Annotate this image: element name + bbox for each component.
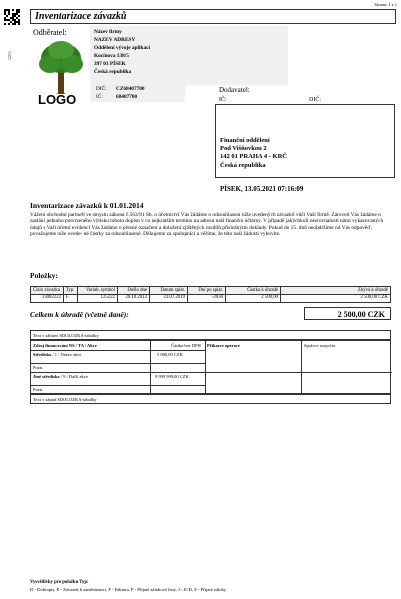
- odberatel-ids: [90, 85, 185, 102]
- section-heading: Inventarizace závazků k 01.01.2014: [30, 201, 144, 210]
- dodavatel-ic-label: IČ:: [219, 97, 227, 103]
- approval-col-source: Zdroj financování NS / TA / Akce: [33, 342, 97, 348]
- table-cell: 2 500,00: [226, 294, 281, 302]
- approval-col-issuer: Příkazce operace: [207, 342, 240, 348]
- address-line: Česká republika: [220, 161, 266, 169]
- logo-text: LOGO: [38, 92, 77, 107]
- column-header: Variab. symbol: [78, 287, 118, 295]
- address-line: Pod Višňovkou 2: [220, 145, 267, 153]
- approval-footer-text: [30, 394, 391, 404]
- cost-center-detail: / 1 / Název akce: [51, 352, 82, 357]
- total-value: 2 500,00 CZK: [337, 310, 385, 319]
- address-line: Kocínova 138/5: [94, 53, 129, 59]
- side-code: 123-1: [8, 51, 12, 60]
- items-heading: Položky:: [30, 271, 58, 280]
- table-cell: F: [64, 294, 78, 302]
- approval-amount-2: 9 999 999,00 CZK: [155, 374, 189, 379]
- table-row: [31, 294, 391, 302]
- address-line: Finanční oddělení: [220, 137, 270, 144]
- approval-header-text: [30, 330, 391, 340]
- footer-text: D - Dobropis, E - Závazek k zaměstnanci, F - Faktura, P - Přijaté zálohové listy, J - JCD, Z - Přijaté zálohy: [30, 587, 227, 592]
- dodavatel-address-box: [215, 104, 395, 178]
- items-header-row: [31, 287, 391, 295]
- cost-center-label: Jiné středisko: [33, 374, 60, 379]
- column-header: Dní po splat.: [188, 287, 226, 295]
- footer-title: Vysvětlivky pro položku Typ:: [30, 580, 89, 585]
- total-box: [304, 307, 391, 320]
- table-cell: 2 500,00 CZK: [281, 294, 391, 302]
- approval-amount-1: 5 000,00 CZK: [157, 352, 183, 357]
- approval-row-2: [33, 374, 88, 379]
- column-header: Číslo závazku: [31, 287, 64, 295]
- address-line: Oddělení vývoje aplikací: [94, 45, 150, 51]
- approval-col-budget: Správce rozpočtu: [304, 342, 336, 348]
- address-line: Česká republika: [94, 69, 132, 75]
- odberatel-address-box: [90, 26, 288, 85]
- approval-text-top: Text v záhlaví SDOLOZKA-tabulky: [33, 332, 99, 338]
- document-title: Inventarizace závazků: [35, 11, 127, 22]
- table-cell: 125222: [78, 294, 118, 302]
- column-header: Datum splat.: [150, 287, 188, 295]
- cost-center-detail: / 9 / Další akce: [59, 374, 88, 379]
- place-date: PÍSEK, 13.05.2021 07:16:09: [220, 185, 304, 193]
- address-line: 142 01 PRAHA 4 - KRČ: [220, 153, 287, 161]
- items-table: [30, 286, 391, 303]
- table-cell: -2030: [188, 294, 226, 302]
- title-bar: [30, 9, 396, 24]
- address-line: 397 01 PÍSEK: [94, 61, 126, 67]
- table-cell: 20.10.2013: [118, 294, 150, 302]
- column-header: Částka k úhradě: [226, 287, 281, 295]
- address-line: NAZEV ADRESY: [94, 37, 136, 43]
- approval-col-amount: Částka bez DPH: [171, 342, 201, 348]
- body-paragraph: Vážení obchodní partneři ve smyslu zákona č.563/91 Sb. o účetnictví Vás žádáme o odsouhlasení níže uvedených závazků vůči Vaší firmě. Zároveň Vás žádáme o zaslání jednoho potvrzeného výtisku tohoto dopisu v co nejkratším termínu na adresu naší finanční účtárny. V případě jakýchkoli nesrovnalostí námi vykazovaných údajů s Vaší účetní evidencí Vás žádáme o přesné označení a doložení zjištěných rozdílů příslušnými doklady. Pokud do 15. dnů neobdržíme od Vás odpověď, považujeme níže uvede- né částky za odsouhlasené. Děkujeme za spolupráci a věříme, že této naší žádosti vyhovíte.: [30, 212, 384, 237]
- table-cell: 23.07.2019: [150, 294, 188, 302]
- qr-code-icon: [4, 9, 20, 25]
- approval-table: [30, 340, 391, 394]
- column-header: Zbývá k úhradě: [281, 287, 391, 295]
- dodavatel-dic-label: DIČ:: [309, 97, 321, 103]
- logo-tree-icon: [36, 40, 86, 94]
- table-cell: 13002223: [31, 294, 64, 302]
- column-header: Typ: [64, 287, 78, 295]
- approval-row-1: [33, 352, 81, 357]
- dic-label: DIČ:: [96, 86, 107, 92]
- page-number: Strana: 1 z 1: [374, 2, 397, 7]
- note-label: Pozn.: [33, 387, 44, 392]
- column-header: Došlo dne: [118, 287, 150, 295]
- note-label: Pozn.: [33, 365, 44, 370]
- cost-center-label: Středisko: [33, 352, 52, 357]
- odberatel-label: Odběratel:: [33, 28, 67, 37]
- total-label: Celkem k úhradě (včetně daně):: [30, 310, 129, 319]
- ic-value: 68407700: [116, 94, 138, 100]
- approval-text-bottom: Text v zápatí SDOLOZKA-tabulky: [33, 396, 97, 402]
- dic-value: CZ68407700: [116, 86, 145, 92]
- dodavatel-label: Dodavatel:: [219, 86, 250, 94]
- ic-label: IČ:: [96, 94, 103, 100]
- dodavatel-lines: [220, 137, 287, 170]
- company-name-label: Název firmy: [94, 29, 122, 35]
- odberatel-lines: [94, 36, 150, 76]
